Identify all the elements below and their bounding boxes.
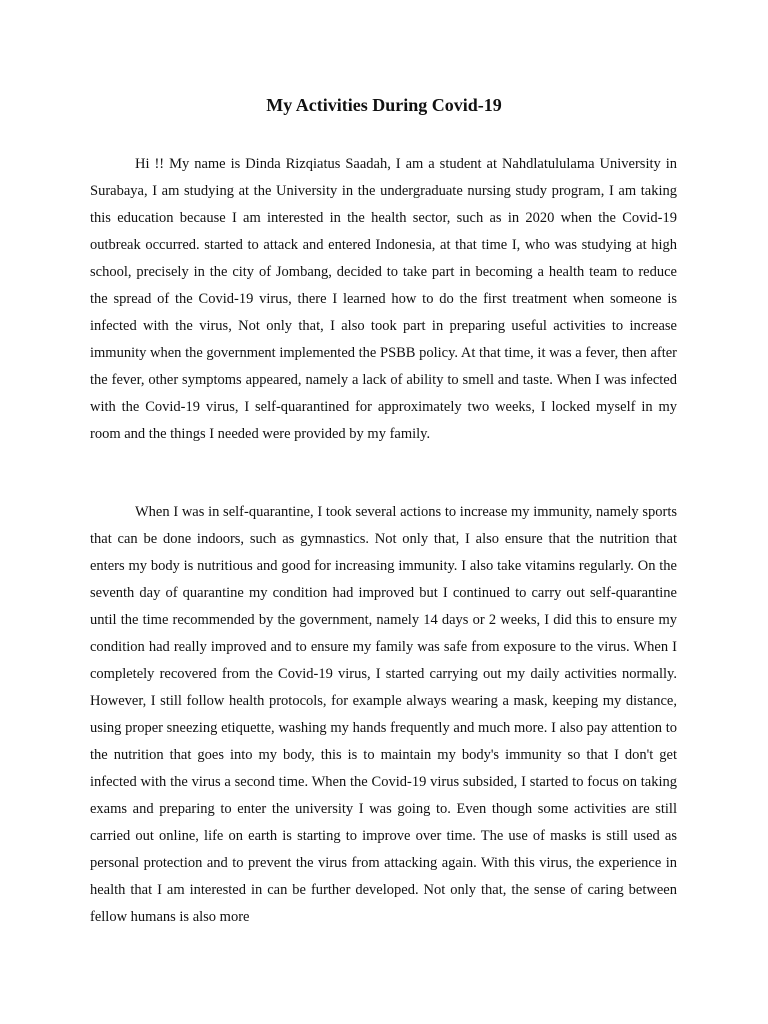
paragraph-2: When I was in self-quarantine, I took several actions to increase my immunity, namely sports that can be done indoors, such as gymnastics. Not only that, I also ensure that the nutrition that enters my body is nutritious and good for increasing immunity. I also take vitamins regularly. On the seventh day of quarantine my condition had improved but I continued to carry out self-quarantine until the time recommended by the government, namely 14 days or 2 weeks, I did this to ensure my condition had really improved and to ensure my family was safe from exposure to the virus. When I completely recovered from the Covid-19 virus, I started carrying out my daily activities normally. However, I still follow health protocols, for example always wearing a mask, keeping my distance, using proper sneezing etiquette, washing my hands frequently and much more. I also pay attention to the nutrition that goes into my body, this is to maintain my body's immunity so that I don't get infected with the virus a second time. When the Covid-19 virus subsided, I started to focus on taking exams and preparing to enter the university I was going to. Even though some activities are still carried out online, life on earth is starting to improve over time. The use of masks is still used as personal protection and to prevent the virus from attacking again. With this virus, the experience in health that I am interested in can be further developed. Not only that, the sense of caring between fellow humans is also more: [90, 504, 677, 925]
document-title: My Activities During Covid-19: [266, 95, 502, 115]
paragraph-1: Hi !! My name is Dinda Rizqiatus Saadah, I am a student at Nahdlatululama University in Surabaya, I am studying at the University in the undergraduate nursing study program, I am taking this education because I am interested in the health sector, such as in 2020 when the Covid-19 outbreak occurred. started to attack and entered Indonesia, at that time I, who was studying at high school, precisely in the city of Jombang, decided to take part in becoming a health team to reduce the spread of the Covid-19 virus, there I learned how to do the first treatment when someone is infected with the virus, Not only that, I also took part in preparing useful activities to increase immunity when the government implemented the PSBB policy. At that time, it was a fever, then after the fever, other symptoms appeared, namely a lack of ability to smell and taste. When I was infected with the Covid-19 virus, I self-quarantined for approximately two weeks, I locked myself in my room and the things I needed were provided by my family.: [90, 156, 677, 442]
